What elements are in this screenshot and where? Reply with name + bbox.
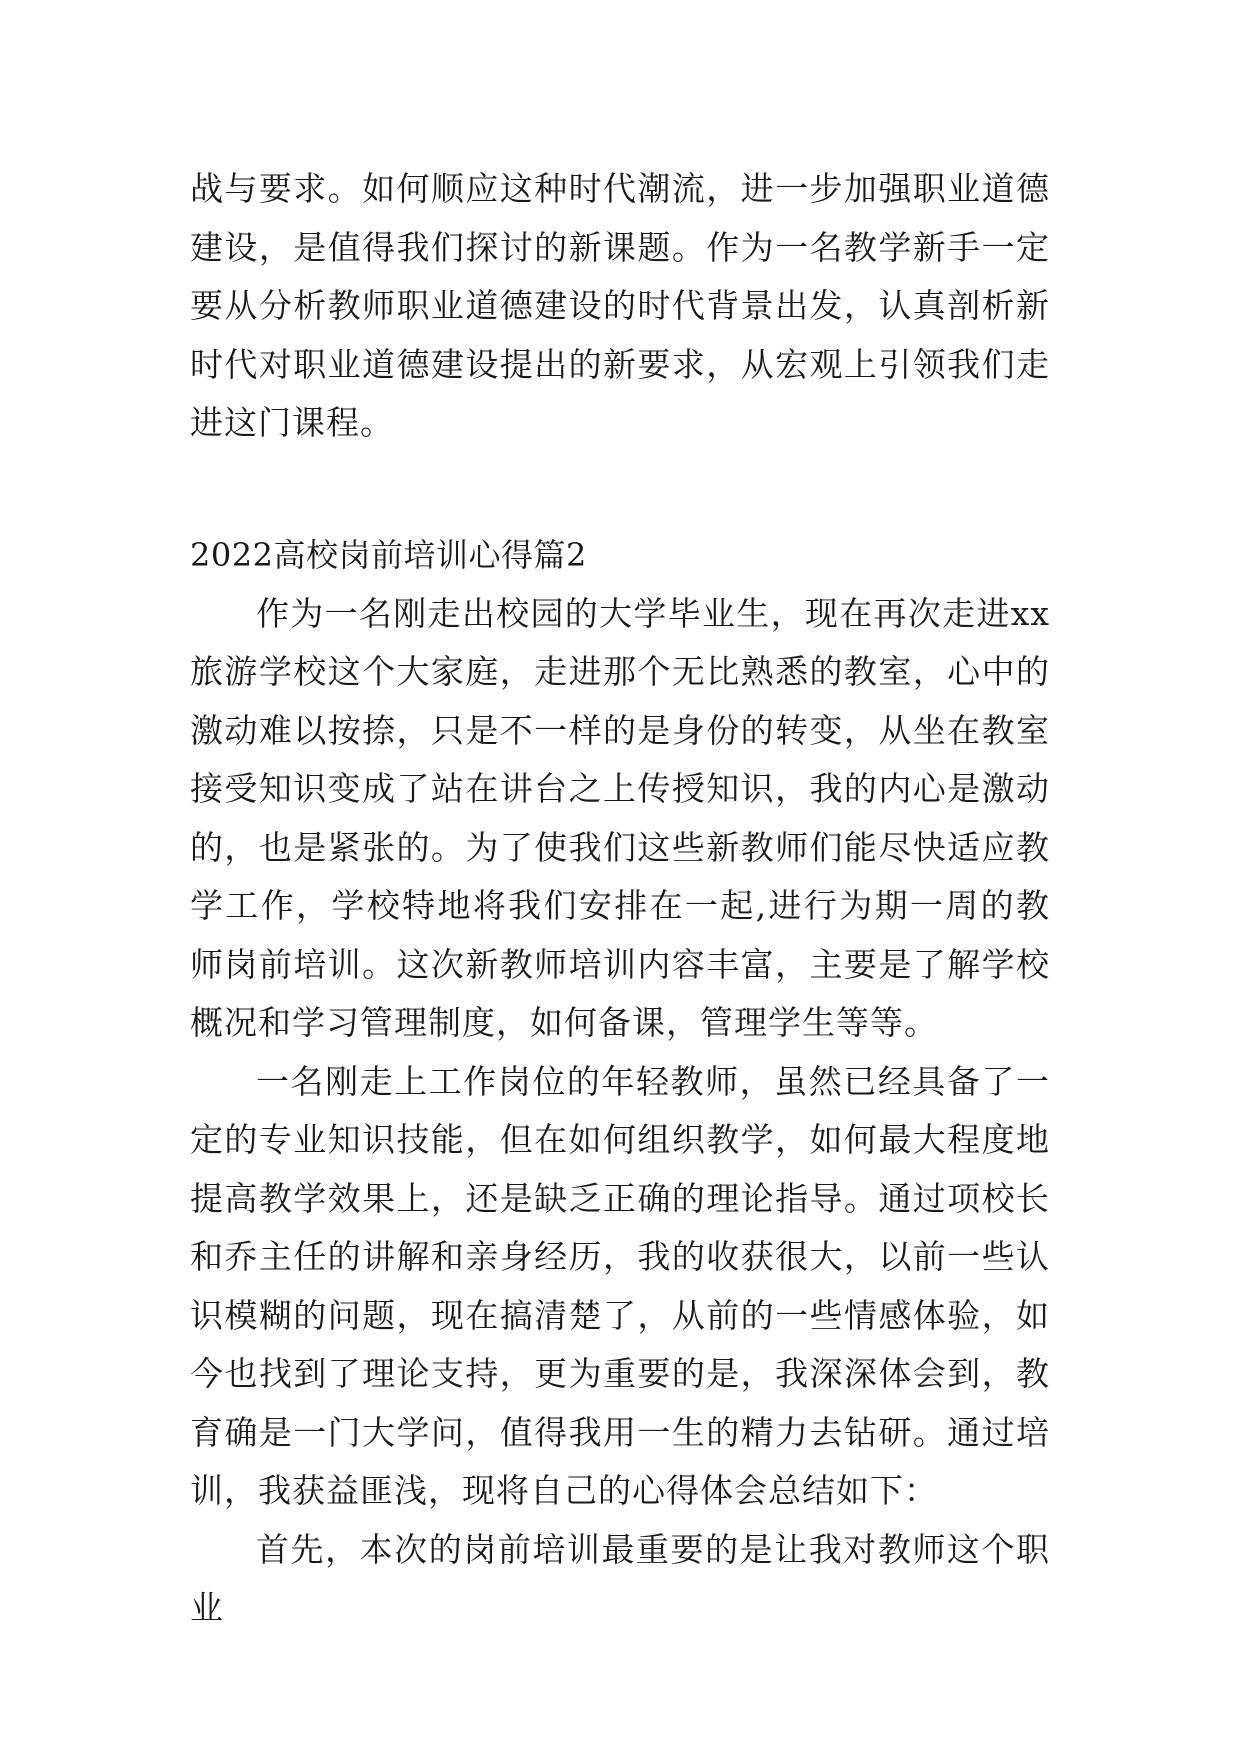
paragraph-continued: 战与要求。如何顺应这种时代潮流，进一步加强职业道德建设，是值得我们探讨的新课题。作为一名教学新手一定要从分析教师职业道德建设的时代背景出发，认真剖析新时代对职业道德建设提出的新要求，从宏观上引领我们走进这门课程。	[190, 169, 1050, 442]
document-body	[190, 160, 1050, 1638]
paragraph-3: 首先，本次的岗前培训最重要的是让我对教师这个职业	[190, 1529, 1050, 1627]
section-heading: 2022高校岗前培训心得篇2	[190, 535, 587, 574]
paragraph-1: 作为一名刚走出校园的大学毕业生，现在再次走进xx旅游学校这个大家庭，走进那个无比熟悉的教室，心中的激动难以按捺，只是不一样的是身份的转变，从坐在教室接受知识变成了站在讲台之上传授知识，我的内心是激动的，也是紧张的。为了使我们这些新教师们能尽快适应教学工作，学校特地将我们安排在一起,进行为期一周的教师岗前培训。这次新教师培训内容丰富，主要是了解学校概况和学习管理制度，如何备课，管理学生等等。	[190, 593, 1050, 1042]
paragraph-2: 一名刚走上工作岗位的年轻教师，虽然已经具备了一定的专业知识技能，但在如何组织教学，如何最大程度地提高教学效果上，还是缺乏正确的理论指导。通过项校长和乔主任的讲解和亲身经历，我的收获很大，以前一些认识模糊的问题，现在搞清楚了，从前的一些情感体验，如今也找到了理论支持，更为重要的是，我深深体会到，教育确是一门大学问，值得我用一生的精力去钻研。通过培训，我获益匪浅，现将自己的心得体会总结如下：	[190, 1061, 1050, 1510]
